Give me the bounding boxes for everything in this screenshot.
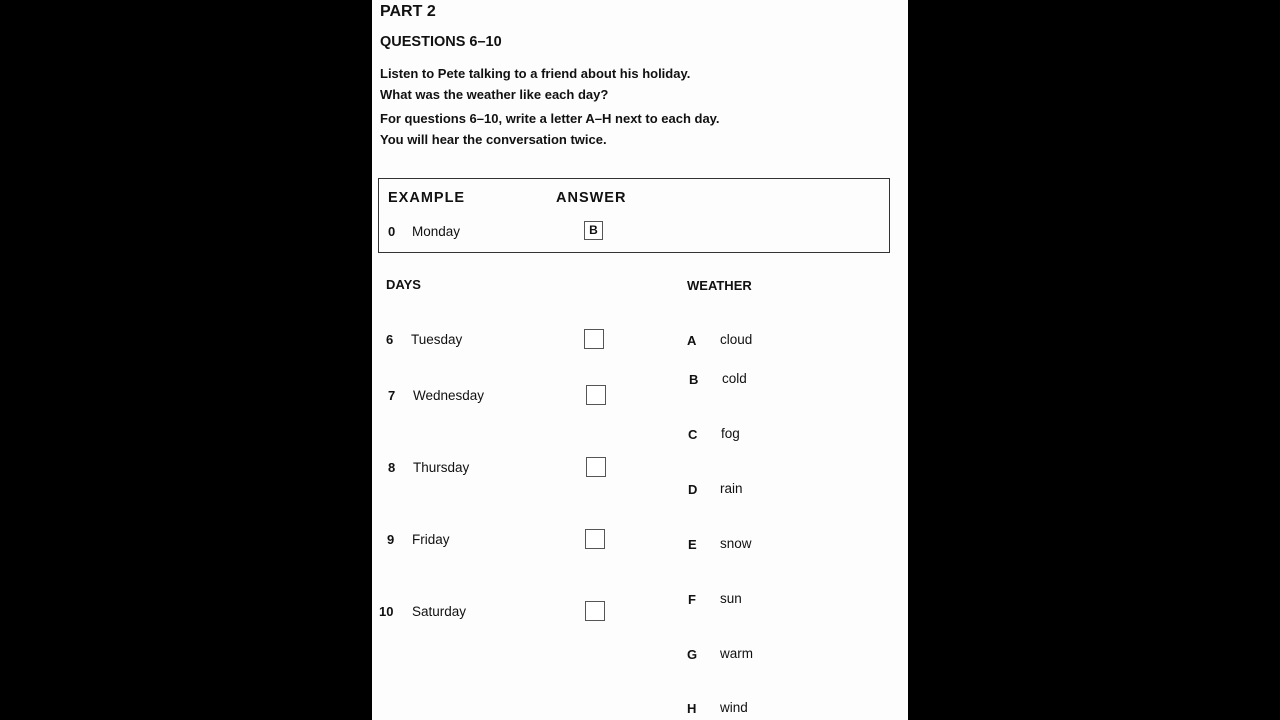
option-letter: H (687, 701, 697, 716)
instruction-line: What was the weather like each day? (380, 87, 609, 102)
example-label: EXAMPLE (388, 190, 466, 206)
option-word: warm (720, 646, 753, 661)
option-word: cloud (720, 332, 753, 347)
question-number: 9 (387, 532, 395, 547)
example-box (378, 178, 890, 253)
question-day: Thursday (413, 460, 470, 475)
question-day: Tuesday (411, 332, 463, 347)
question-number: 7 (388, 388, 396, 403)
option-letter: B (689, 372, 699, 387)
option-word: rain (720, 481, 743, 496)
question-day: Saturday (412, 604, 467, 619)
option-word: fog (721, 426, 740, 441)
example-number: 0 (388, 224, 396, 239)
part-title: PART 2 (380, 3, 436, 20)
answer-box-9[interactable] (585, 529, 605, 549)
question-number: 6 (386, 332, 394, 347)
answer-box-7[interactable] (586, 385, 606, 405)
example-day: Monday (412, 224, 461, 239)
answer-box-8[interactable] (586, 457, 606, 477)
option-letter: A (687, 333, 697, 348)
option-letter: G (687, 647, 698, 662)
option-word: snow (720, 536, 752, 551)
instruction-line: You will hear the conversation twice. (380, 132, 607, 147)
answer-box-10[interactable] (585, 601, 605, 621)
question-number: 8 (388, 460, 396, 475)
option-word: cold (722, 371, 747, 386)
instruction-line: For questions 6–10, write a letter A–H next to each day. (380, 111, 720, 126)
option-letter: E (688, 537, 697, 552)
instruction-line: Listen to Pete talking to a friend about his holiday. (380, 66, 691, 81)
exam-page (372, 0, 908, 720)
question-day: Wednesday (413, 388, 485, 403)
option-letter: C (688, 427, 698, 442)
option-letter: D (688, 482, 698, 497)
question-day: Friday (412, 532, 450, 547)
example-answer-box: B (584, 221, 603, 240)
answer-box-6[interactable] (584, 329, 604, 349)
weather-heading: WEATHER (687, 278, 752, 293)
option-word: wind (720, 700, 748, 715)
questions-title: QUESTIONS 6–10 (380, 34, 502, 50)
days-heading: DAYS (386, 277, 421, 292)
option-letter: F (688, 592, 696, 607)
question-number: 10 (379, 604, 394, 619)
answer-label: ANSWER (556, 190, 627, 206)
option-word: sun (720, 591, 742, 606)
